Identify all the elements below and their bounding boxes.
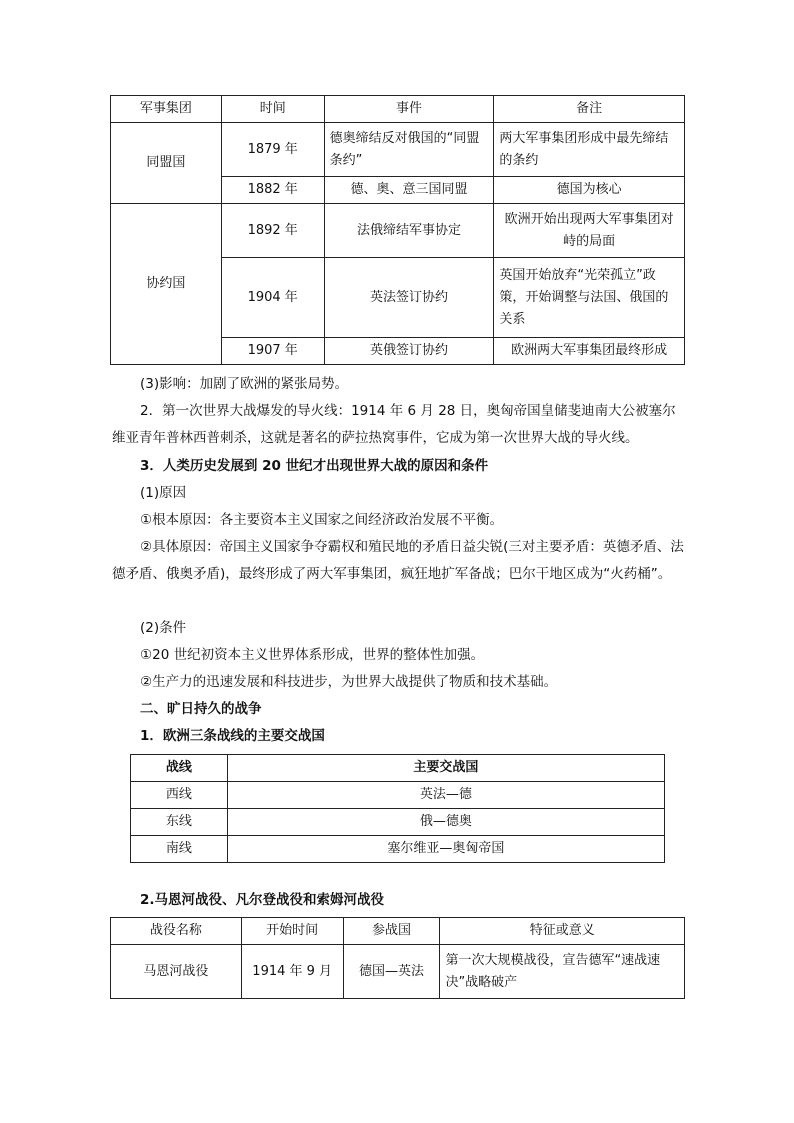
paragraph-specific-cause: ②具体原因：帝国主义国家争夺霸权和殖民地的矛盾日益尖锐(三对主要矛盾：英德矛盾、法德矛盾、俄奥矛盾)，最终形成了两大军事集团，疯狂地扩军备战；巴尔干地区成为“火药桶”。 (112, 539, 684, 582)
paragraph-influence: (3)影响：加剧了欧洲的紧张局势。 (140, 376, 349, 392)
front-cell: 西线 (131, 782, 228, 809)
start-time-cell: 1914 年 9 月 (241, 945, 343, 999)
table-row (111, 945, 685, 999)
paragraph-condition-2: ②生产力的迅速发展和科技进步，为世界大战提供了物质和技术基础。 (140, 674, 558, 690)
section-heading-battles: 2.马恩河战役、凡尔登战役和索姆河战役 (140, 892, 385, 908)
countries-cell: 俄—德奥 (227, 809, 664, 836)
group-cell: 同盟国 (111, 123, 222, 204)
event-cell: 德、奥、意三国同盟 (324, 177, 494, 204)
section-heading-fronts: 1．欧洲三条战线的主要交战国 (140, 728, 325, 744)
paragraph-conditions-title: (2)条件 (140, 620, 187, 636)
table-row (111, 123, 685, 177)
header-cell: 时间 (221, 96, 324, 123)
note-cell: 欧洲开始出现两大军事集团对峙的局面 (494, 204, 685, 258)
group-cell: 协约国 (111, 204, 222, 365)
paragraph-root-cause: ①根本原因：各主要资本主义国家之间经济政治发展不平衡。 (140, 512, 504, 528)
event-cell: 英俄签订协约 (324, 338, 494, 365)
table-header-row (111, 96, 685, 123)
countries-cell: 塞尔维亚—奥匈帝国 (227, 836, 664, 863)
section-heading-causes: 3．人类历史发展到 20 世纪才出现世界大战的原因和条件 (140, 458, 489, 474)
note-cell: 德国为核心 (494, 177, 685, 204)
time-cell: 1892 年 (221, 204, 324, 258)
header-cell: 事件 (324, 96, 494, 123)
table-row (131, 809, 665, 836)
table-header-row (131, 755, 665, 782)
time-cell: 1879 年 (221, 123, 324, 177)
event-cell: 德奥缔结反对俄国的“同盟条约” (324, 123, 494, 177)
countries-cell: 英法—德 (227, 782, 664, 809)
battle-name-cell: 马恩河战役 (111, 945, 242, 999)
header-cell: 特征或意义 (440, 918, 685, 945)
section-heading-war: 二、旷日持久的战争 (140, 701, 262, 717)
table-row (131, 836, 665, 863)
header-cell: 参战国 (343, 918, 440, 945)
header-cell: 主要交战国 (227, 755, 664, 782)
table-row (131, 782, 665, 809)
fronts-table (130, 754, 665, 863)
battles-table (110, 917, 685, 999)
paragraph-reasons-title: (1)原因 (140, 485, 187, 501)
event-cell: 法俄缔结军事协定 (324, 204, 494, 258)
time-cell: 1882 年 (221, 177, 324, 204)
note-cell: 两大军事集团形成中最先缔结的条约 (494, 123, 685, 177)
note-cell: 欧洲两大军事集团最终形成 (494, 338, 685, 365)
header-cell: 开始时间 (241, 918, 343, 945)
paragraph-fuse: 2．第一次世界大战爆发的导火线：1914 年 6 月 28 日，奥匈帝国皇储斐迪南大公被塞尔维亚青年普林西普刺杀，这就是著名的萨拉热窝事件，它成为第一次世界大战的导火线。 (112, 403, 676, 446)
event-cell: 英法签订协约 (324, 258, 494, 338)
table-header-row (111, 918, 685, 945)
time-cell: 1907 年 (221, 338, 324, 365)
front-cell: 东线 (131, 809, 228, 836)
table-row (111, 204, 685, 258)
header-cell: 军事集团 (111, 96, 222, 123)
note-cell: 英国开始放弃“光荣孤立”政策，开始调整与法国、俄国的关系 (494, 258, 685, 338)
header-cell: 备注 (494, 96, 685, 123)
front-cell: 南线 (131, 836, 228, 863)
header-cell: 战线 (131, 755, 228, 782)
alliances-table (110, 95, 685, 365)
time-cell: 1904 年 (221, 258, 324, 338)
header-cell: 战役名称 (111, 918, 242, 945)
paragraph-condition-1: ①20 世纪初资本主义世界体系形成，世界的整体性加强。 (140, 647, 485, 663)
parties-cell: 德国—英法 (343, 945, 440, 999)
meaning-cell: 第一次大规模战役，宣告德军“速战速决”战略破产 (440, 945, 685, 999)
